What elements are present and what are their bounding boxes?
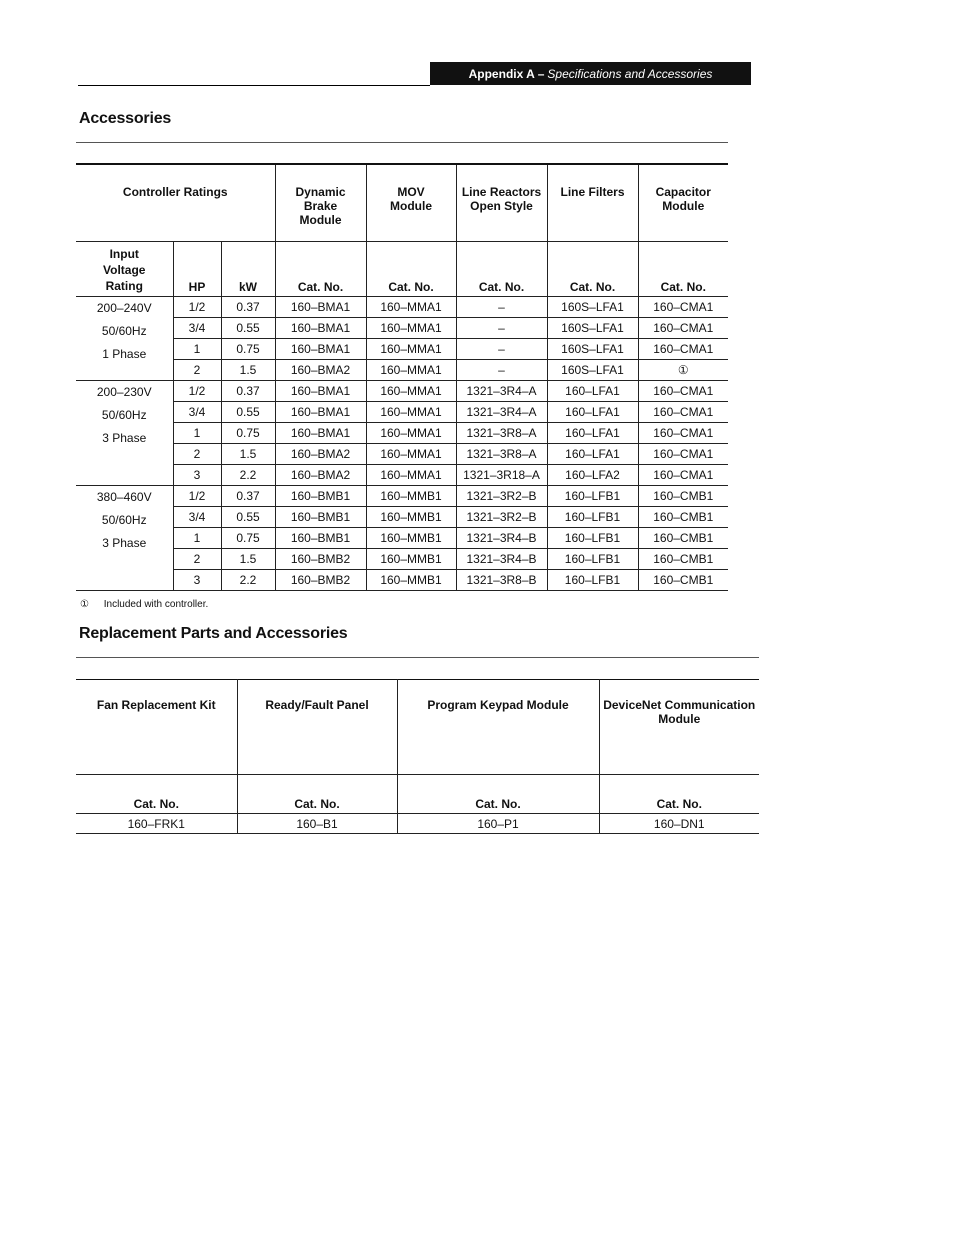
cell-kw: 0.55: [221, 401, 275, 422]
cell-cat-dynamic-brake: 160–BMA1: [275, 380, 366, 401]
cell-cat-capacitor: 160–CMB1: [638, 506, 728, 527]
footnote-mark: ①: [80, 599, 89, 610]
cell-cat-mov: 160–MMA1: [366, 380, 456, 401]
replacement-title: Replacement Parts and Accessories: [79, 625, 348, 642]
header-kw: kW: [221, 241, 275, 296]
header-fan-kit: Fan Replacement Kit: [96, 698, 216, 712]
page-header: [430, 62, 751, 85]
cell-cat-capacitor: 160–CMB1: [638, 485, 728, 506]
cell-cat-capacitor: 160–CMB1: [638, 548, 728, 569]
header-cat-line-reactors: Cat. No.: [456, 241, 547, 296]
cell-cat-mov: 160–MMB1: [366, 485, 456, 506]
header-line-reactors: Line Reactors Open Style: [456, 164, 547, 241]
header-controller-ratings: Controller Ratings: [122, 185, 228, 199]
cell-cat-dynamic-brake: 160–BMB2: [275, 569, 366, 590]
table-row: [76, 317, 728, 338]
cell-cat-line-reactors: 1321–3R4–B: [456, 527, 547, 548]
cell-cat-line-filters: 160–LFB1: [547, 527, 638, 548]
cell-cat-capacitor: 160–CMA1: [638, 401, 728, 422]
cell-kw: 0.37: [221, 296, 275, 317]
header-capacitor: Capacitor Module: [638, 164, 728, 241]
cell-cat-line-reactors: 1321–3R8–A: [456, 443, 547, 464]
cell-kw: 0.55: [221, 317, 275, 338]
cell-hp: 3: [173, 464, 221, 485]
cell-cat-line-filters: 160S–LFA1: [547, 359, 638, 380]
cell-cat-dynamic-brake: 160–BMA1: [275, 338, 366, 359]
cell-kw: 2.2: [221, 569, 275, 590]
rating-phase: 3 Phase: [102, 430, 147, 445]
cell-cat-line-reactors: 1321–3R4–A: [456, 380, 547, 401]
accessories-table: [76, 163, 728, 591]
cell-cat-mov: 160–MMA1: [366, 338, 456, 359]
cell-cat-mov: 160–MMB1: [366, 548, 456, 569]
footnote-text: Included with controller.: [103, 599, 209, 610]
table-row: [76, 464, 728, 485]
value-devicenet: 160–DN1: [599, 814, 759, 834]
header-mov: MOV Module: [366, 164, 456, 241]
cell-hp: 2: [173, 548, 221, 569]
cell-hp: 1: [173, 527, 221, 548]
header-cat-keypad: Cat. No.: [397, 775, 599, 814]
cell-cat-dynamic-brake: 160–BMA2: [275, 359, 366, 380]
rating-group: [76, 380, 173, 485]
section-rule: [76, 142, 728, 143]
cell-cat-line-reactors: 1321–3R2–B: [456, 506, 547, 527]
cell-kw: 0.75: [221, 338, 275, 359]
cell-cat-line-filters: 160–LFA1: [547, 443, 638, 464]
accessories-title: Accessories: [79, 110, 172, 127]
header-cat-dynamic-brake: Cat. No.: [275, 241, 366, 296]
cell-hp: 1/2: [173, 296, 221, 317]
cell-cat-mov: 160–MMA1: [366, 464, 456, 485]
cell-cat-line-reactors: 1321–3R2–B: [456, 485, 547, 506]
cell-cat-line-reactors: 1321–3R18–A: [456, 464, 547, 485]
rating-freq: 50/60Hz: [101, 512, 147, 527]
cell-hp: 3: [173, 569, 221, 590]
cell-cat-line-filters: 160–LFB1: [547, 569, 638, 590]
cell-hp: 2: [173, 443, 221, 464]
cell-cat-mov: 160–MMA1: [366, 317, 456, 338]
cell-kw: 2.2: [221, 464, 275, 485]
cell-kw: 1.5: [221, 548, 275, 569]
header-subtitle: Specifications and Accessories: [547, 66, 713, 81]
header-input-voltage: Input Voltage Rating: [76, 241, 173, 296]
cell-cat-capacitor: 160–CMA1: [638, 317, 728, 338]
cell-hp: 3/4: [173, 401, 221, 422]
cell-cat-line-filters: 160–LFB1: [547, 548, 638, 569]
cell-cat-dynamic-brake: 160–BMB1: [275, 485, 366, 506]
rating-phase: 3 Phase: [102, 535, 147, 550]
footnote: [80, 599, 220, 610]
cell-cat-line-filters: 160S–LFA1: [547, 317, 638, 338]
cell-cat-mov: 160–MMA1: [366, 422, 456, 443]
cell-hp: 1: [173, 422, 221, 443]
cell-kw: 0.55: [221, 506, 275, 527]
table-row: [76, 527, 728, 548]
cell-cat-line-filters: 160S–LFA1: [547, 296, 638, 317]
value-fan-kit: 160–FRK1: [76, 814, 237, 834]
cell-cat-capacitor: 160–CMA1: [638, 443, 728, 464]
cell-kw: 1.5: [221, 443, 275, 464]
rating-voltage: 200–230V: [96, 384, 152, 399]
cell-cat-line-filters: 160–LFA1: [547, 422, 638, 443]
cell-cat-capacitor: 160–CMB1: [638, 569, 728, 590]
cell-cat-line-filters: 160–LFB1: [547, 506, 638, 527]
table-row: [76, 485, 728, 506]
cell-cat-mov: 160–MMA1: [366, 296, 456, 317]
cell-cat-capacitor: 160–CMA1: [638, 296, 728, 317]
cell-hp: 3/4: [173, 506, 221, 527]
header-cat-mov: Cat. No.: [366, 241, 456, 296]
header-rule: [78, 85, 430, 86]
cell-cat-line-filters: 160–LFA2: [547, 464, 638, 485]
cell-cat-line-filters: 160S–LFA1: [547, 338, 638, 359]
header-ready-fault: Ready/Fault Panel: [237, 680, 397, 775]
cell-cat-mov: 160–MMA1: [366, 359, 456, 380]
cell-cat-capacitor: ①: [638, 359, 728, 380]
rating-phase: 1 Phase: [102, 346, 147, 361]
header-devicenet: DeviceNet Communication Module: [599, 680, 759, 775]
section-rule: [76, 657, 759, 658]
cell-hp: 2: [173, 359, 221, 380]
cell-cat-capacitor: 160–CMA1: [638, 380, 728, 401]
table-row: [76, 296, 728, 317]
cell-hp: 1/2: [173, 485, 221, 506]
table-row: [76, 338, 728, 359]
header-cat-devicenet: Cat. No.: [599, 775, 759, 814]
cell-cat-dynamic-brake: 160–BMB1: [275, 527, 366, 548]
header-appendix: Appendix A –: [468, 66, 545, 81]
cell-cat-line-filters: 160–LFB1: [547, 485, 638, 506]
table-row: [76, 359, 728, 380]
cell-cat-dynamic-brake: 160–BMB1: [275, 506, 366, 527]
table-row: [76, 443, 728, 464]
cell-cat-dynamic-brake: 160–BMA1: [275, 401, 366, 422]
cell-cat-mov: 160–MMB1: [366, 527, 456, 548]
cell-cat-mov: 160–MMB1: [366, 506, 456, 527]
value-keypad: 160–P1: [397, 814, 599, 834]
cell-cat-dynamic-brake: 160–BMA2: [275, 464, 366, 485]
cell-cat-dynamic-brake: 160–BMA1: [275, 296, 366, 317]
cell-cat-line-reactors: –: [456, 359, 547, 380]
header-cat-line-filters: Cat. No.: [547, 241, 638, 296]
rating-freq: 50/60Hz: [101, 407, 147, 422]
cell-cat-mov: 160–MMA1: [366, 401, 456, 422]
header-cat-ready-fault: Cat. No.: [237, 775, 397, 814]
rating-group: [76, 485, 173, 590]
cell-cat-line-reactors: –: [456, 317, 547, 338]
cell-cat-capacitor: 160–CMB1: [638, 527, 728, 548]
cell-kw: 0.37: [221, 380, 275, 401]
cell-hp: 3/4: [173, 317, 221, 338]
cell-cat-line-filters: 160–LFA1: [547, 380, 638, 401]
table-row: [76, 422, 728, 443]
cell-cat-dynamic-brake: 160–BMB2: [275, 548, 366, 569]
cell-cat-mov: 160–MMA1: [366, 443, 456, 464]
table-row: [76, 401, 728, 422]
cell-cat-capacitor: 160–CMA1: [638, 464, 728, 485]
cell-cat-dynamic-brake: 160–BMA1: [275, 317, 366, 338]
table-row: [76, 548, 728, 569]
header-dynamic-brake: Dynamic Brake Module: [275, 164, 366, 241]
cell-cat-line-filters: 160–LFA1: [547, 401, 638, 422]
cell-cat-line-reactors: –: [456, 296, 547, 317]
header-keypad: Program Keypad Module: [397, 680, 599, 775]
replacement-table: [76, 679, 759, 834]
rating-voltage: 380–460V: [96, 489, 152, 504]
cell-kw: 0.37: [221, 485, 275, 506]
cell-kw: 1.5: [221, 359, 275, 380]
cell-cat-line-reactors: –: [456, 338, 547, 359]
cell-kw: 0.75: [221, 527, 275, 548]
cell-hp: 1: [173, 338, 221, 359]
rating-group: [76, 296, 173, 380]
cell-cat-line-reactors: 1321–3R4–B: [456, 548, 547, 569]
cell-cat-line-reactors: 1321–3R8–A: [456, 422, 547, 443]
cell-kw: 0.75: [221, 422, 275, 443]
header-cat-capacitor: Cat. No.: [638, 241, 728, 296]
cell-cat-dynamic-brake: 160–BMA1: [275, 422, 366, 443]
table-row: [76, 506, 728, 527]
cell-cat-line-reactors: 1321–3R4–A: [456, 401, 547, 422]
cell-hp: 1/2: [173, 380, 221, 401]
header-line-filters: Line Filters: [547, 164, 638, 241]
cell-cat-capacitor: 160–CMA1: [638, 422, 728, 443]
cell-cat-line-reactors: 1321–3R8–B: [456, 569, 547, 590]
cell-cat-dynamic-brake: 160–BMA2: [275, 443, 366, 464]
cell-cat-mov: 160–MMB1: [366, 569, 456, 590]
value-ready-fault: 160–B1: [237, 814, 397, 834]
cell-cat-capacitor: 160–CMA1: [638, 338, 728, 359]
rating-freq: 50/60Hz: [101, 323, 147, 338]
table-row: [76, 380, 728, 401]
header-cat-fan-kit: Cat. No.: [76, 775, 237, 814]
rating-voltage: 200–240V: [96, 300, 152, 315]
header-hp: HP: [173, 241, 221, 296]
table-row: [76, 569, 728, 590]
